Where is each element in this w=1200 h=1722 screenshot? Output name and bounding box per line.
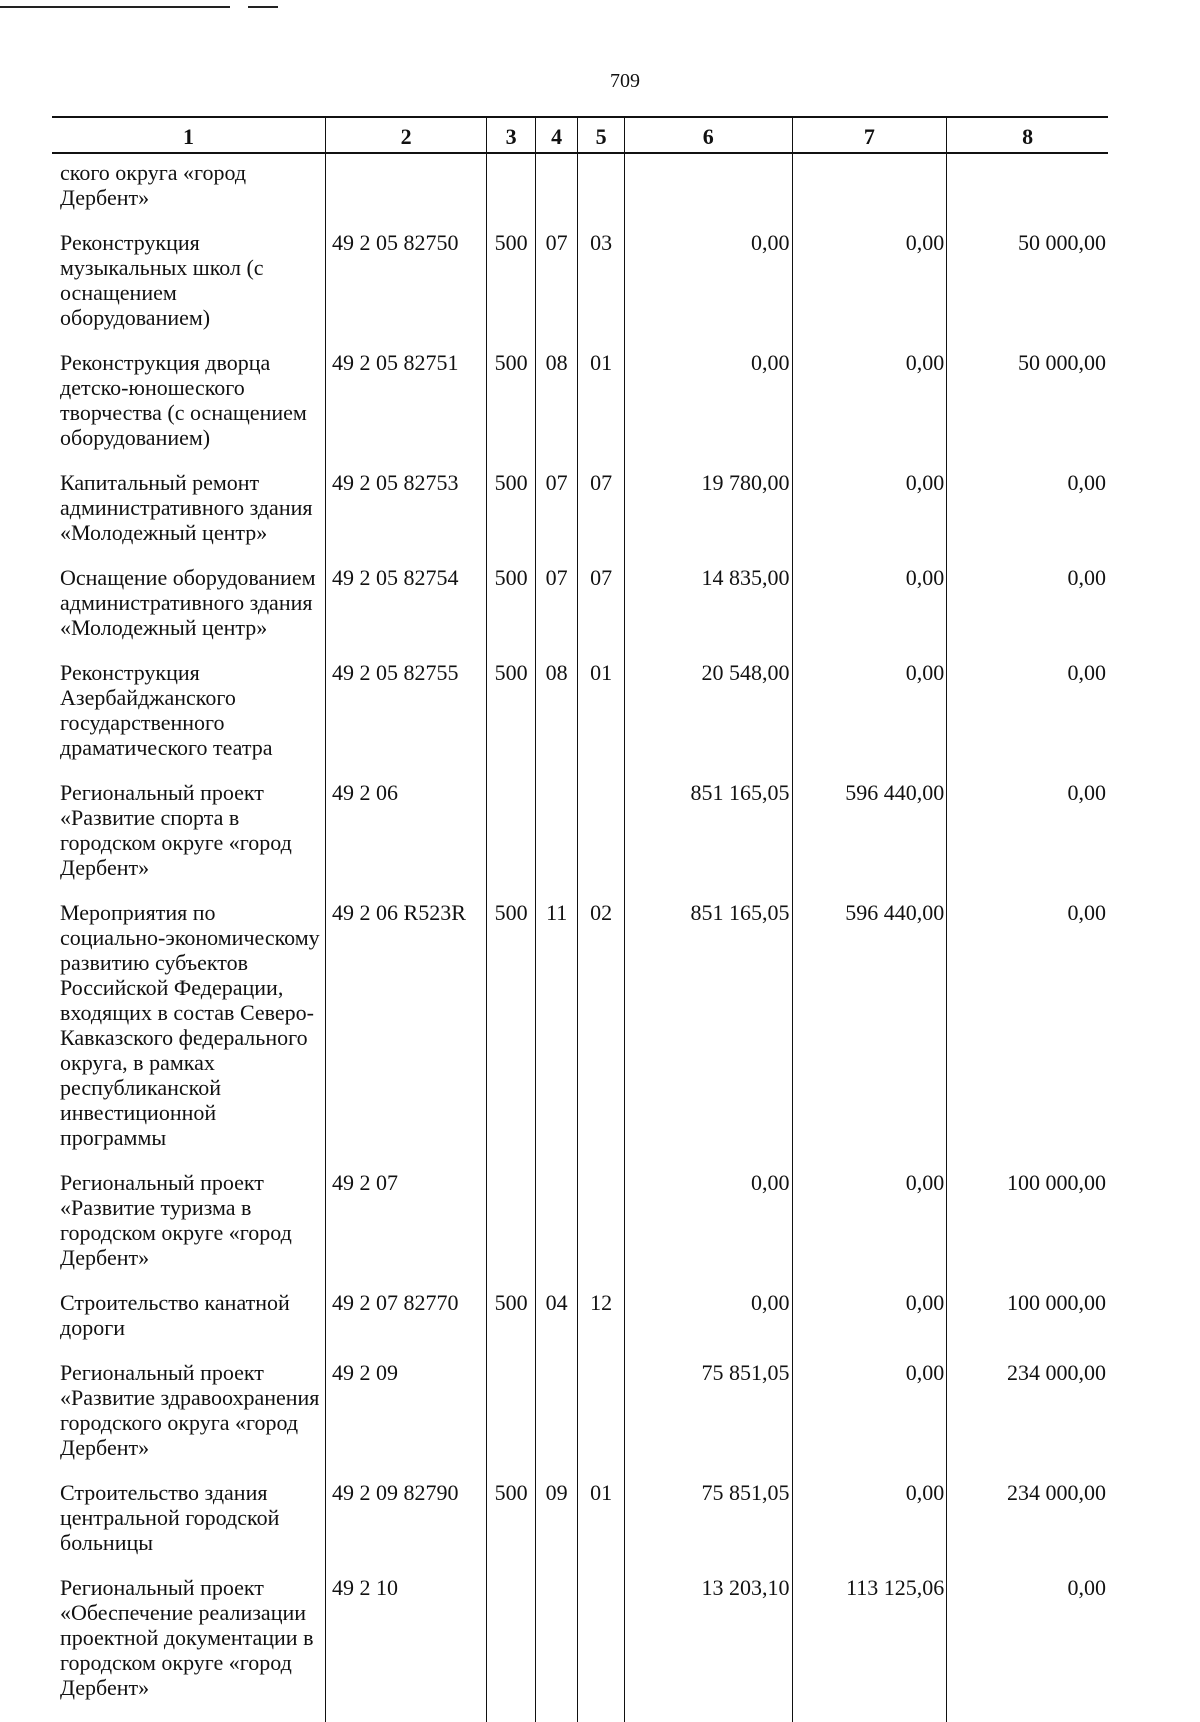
amount-col8-cell: 0,00: [947, 559, 1108, 654]
table-row: [52, 464, 1108, 559]
expense-type-cell: [487, 1569, 536, 1722]
subsection-cell: 01: [578, 654, 625, 774]
amount-col6-cell: 0,00: [625, 224, 793, 344]
amount-col7-cell: 0,00: [792, 654, 947, 774]
budget-code-cell: 49 2 05 82753: [326, 464, 487, 559]
subsection-cell: [578, 1354, 625, 1474]
amount-col6-cell: 19 780,00: [625, 464, 793, 559]
amount-col8-cell: 234 000,00: [947, 1354, 1108, 1474]
subsection-cell: 07: [578, 559, 625, 654]
table-row: [52, 1284, 1108, 1354]
amount-col6-cell: 75 851,05: [625, 1474, 793, 1569]
budget-code-cell: 49 2 07: [326, 1164, 487, 1284]
amount-col8-cell: 50 000,00: [947, 224, 1108, 344]
column-header: 5: [578, 117, 625, 153]
amount-col8-cell: 0,00: [947, 774, 1108, 894]
table-header-row: [52, 117, 1108, 153]
amount-col7-cell: 0,00: [792, 224, 947, 344]
page-number: 709: [610, 70, 640, 92]
expense-type-cell: [487, 1164, 536, 1284]
table-row: [52, 894, 1108, 1164]
budget-table: [52, 116, 1108, 1722]
section-cell: 07: [535, 559, 577, 654]
table-row: [52, 344, 1108, 464]
amount-col6-cell: [625, 153, 793, 224]
expense-type-cell: 500: [487, 464, 536, 559]
budget-code-cell: 49 2 05 82754: [326, 559, 487, 654]
item-name-cell: Региональный проект «Развитие спорта в городском округе «город Дербент»: [60, 780, 292, 880]
column-header: 3: [487, 117, 536, 153]
section-cell: [535, 1569, 577, 1722]
section-cell: [535, 774, 577, 894]
amount-col7-cell: 0,00: [792, 1284, 947, 1354]
item-name-cell: Реконструкция дворца детско-юношеского творчества (с оснащением оборудованием): [60, 350, 307, 450]
budget-code-cell: 49 2 06 R523R: [326, 894, 487, 1164]
subsection-cell: 02: [578, 894, 625, 1164]
expense-type-cell: 500: [487, 224, 536, 344]
table-row: [52, 1569, 1108, 1722]
budget-code-cell: 49 2 05 82751: [326, 344, 487, 464]
budget-code-cell: 49 2 05 82755: [326, 654, 487, 774]
amount-col7-cell: 0,00: [792, 1474, 947, 1569]
item-name-cell: Оснащение оборудованием административного здания «Молодежный центр»: [60, 565, 316, 640]
expense-type-cell: 500: [487, 654, 536, 774]
column-header: 7: [792, 117, 947, 153]
amount-col7-cell: 596 440,00: [792, 774, 947, 894]
amount-col7-cell: 0,00: [792, 344, 947, 464]
table-row: [52, 153, 1108, 224]
expense-type-cell: 500: [487, 894, 536, 1164]
table-row: [52, 1164, 1108, 1284]
top-rule: [0, 6, 230, 8]
amount-col6-cell: 851 165,05: [625, 774, 793, 894]
table-row: [52, 654, 1108, 774]
subsection-cell: 01: [578, 344, 625, 464]
section-cell: [535, 153, 577, 224]
amount-col8-cell: 100 000,00: [947, 1164, 1108, 1284]
section-cell: 04: [535, 1284, 577, 1354]
amount-col8-cell: 0,00: [947, 464, 1108, 559]
budget-code-cell: [326, 153, 487, 224]
subsection-cell: 01: [578, 1474, 625, 1569]
section-cell: 11: [535, 894, 577, 1164]
top-rule-short: [248, 6, 278, 8]
amount-col7-cell: 596 440,00: [792, 894, 947, 1164]
column-header: 4: [535, 117, 577, 153]
amount-col8-cell: [947, 153, 1108, 224]
amount-col6-cell: 0,00: [625, 1164, 793, 1284]
section-cell: 08: [535, 344, 577, 464]
section-cell: [535, 1354, 577, 1474]
item-name-cell: ского округа «город Дербент»: [60, 160, 247, 210]
table-row: [52, 1474, 1108, 1569]
item-name-cell: Региональный проект «Обеспечение реализации проектной документации в городском округе «город Дербент»: [60, 1575, 314, 1700]
table-row: [52, 1354, 1108, 1474]
table-row: [52, 224, 1108, 344]
item-name-cell: Строительство здания центральной городской больницы: [60, 1480, 280, 1555]
budget-code-cell: 49 2 10: [326, 1569, 487, 1722]
amount-col8-cell: 100 000,00: [947, 1284, 1108, 1354]
subsection-cell: 03: [578, 224, 625, 344]
amount-col7-cell: 0,00: [792, 1164, 947, 1284]
item-name-cell: Мероприятия по социально-экономическому развитию субъектов Российской Федерации, входящих в состав Северо-Кавказского федерального округа, в рамках республиканской инвестиционной программы: [60, 900, 320, 1150]
amount-col7-cell: 0,00: [792, 464, 947, 559]
column-header: 6: [625, 117, 793, 153]
section-cell: [535, 1164, 577, 1284]
item-name-cell: Региональный проект «Развитие здравоохранения городского округа «город Дербент»: [60, 1360, 320, 1460]
amount-col6-cell: 20 548,00: [625, 654, 793, 774]
amount-col6-cell: 14 835,00: [625, 559, 793, 654]
subsection-cell: 12: [578, 1284, 625, 1354]
section-cell: 09: [535, 1474, 577, 1569]
budget-code-cell: 49 2 09 82790: [326, 1474, 487, 1569]
subsection-cell: 07: [578, 464, 625, 559]
item-name-cell: Реконструкция музыкальных школ (с оснащением оборудованием): [60, 230, 264, 330]
amount-col8-cell: 234 000,00: [947, 1474, 1108, 1569]
item-name-cell: Капитальный ремонт административного здания «Молодежный центр»: [60, 470, 313, 545]
budget-code-cell: 49 2 06: [326, 774, 487, 894]
column-header: 2: [326, 117, 487, 153]
table-row: [52, 559, 1108, 654]
table-row: [52, 774, 1108, 894]
subsection-cell: [578, 774, 625, 894]
expense-type-cell: 500: [487, 559, 536, 654]
expense-type-cell: [487, 774, 536, 894]
expense-type-cell: [487, 153, 536, 224]
amount-col8-cell: 0,00: [947, 654, 1108, 774]
item-name-cell: Региональный проект «Развитие туризма в городском округе «город Дербент»: [60, 1170, 292, 1270]
amount-col8-cell: 0,00: [947, 1569, 1108, 1722]
table-body: [52, 153, 1108, 1722]
amount-col7-cell: 0,00: [792, 1354, 947, 1474]
section-cell: 07: [535, 224, 577, 344]
amount-col6-cell: 0,00: [625, 344, 793, 464]
item-name-cell: Строительство канатной дороги: [60, 1290, 290, 1340]
amount-col6-cell: 851 165,05: [625, 894, 793, 1164]
amount-col6-cell: 0,00: [625, 1284, 793, 1354]
section-cell: 08: [535, 654, 577, 774]
column-header: 8: [947, 117, 1108, 153]
amount-col6-cell: 75 851,05: [625, 1354, 793, 1474]
subsection-cell: [578, 1164, 625, 1284]
budget-code-cell: 49 2 05 82750: [326, 224, 487, 344]
amount-col8-cell: 50 000,00: [947, 344, 1108, 464]
amount-col8-cell: 0,00: [947, 894, 1108, 1164]
subsection-cell: [578, 153, 625, 224]
expense-type-cell: [487, 1354, 536, 1474]
expense-type-cell: 500: [487, 1284, 536, 1354]
expense-type-cell: 500: [487, 1474, 536, 1569]
amount-col6-cell: 13 203,10: [625, 1569, 793, 1722]
amount-col7-cell: [792, 153, 947, 224]
subsection-cell: [578, 1569, 625, 1722]
section-cell: 07: [535, 464, 577, 559]
expense-type-cell: 500: [487, 344, 536, 464]
budget-code-cell: 49 2 09: [326, 1354, 487, 1474]
amount-col7-cell: 113 125,06: [792, 1569, 947, 1722]
amount-col7-cell: 0,00: [792, 559, 947, 654]
budget-code-cell: 49 2 07 82770: [326, 1284, 487, 1354]
column-header: 1: [52, 117, 326, 153]
item-name-cell: Реконструкция Азербайджанского государственного драматического театра: [60, 660, 273, 760]
